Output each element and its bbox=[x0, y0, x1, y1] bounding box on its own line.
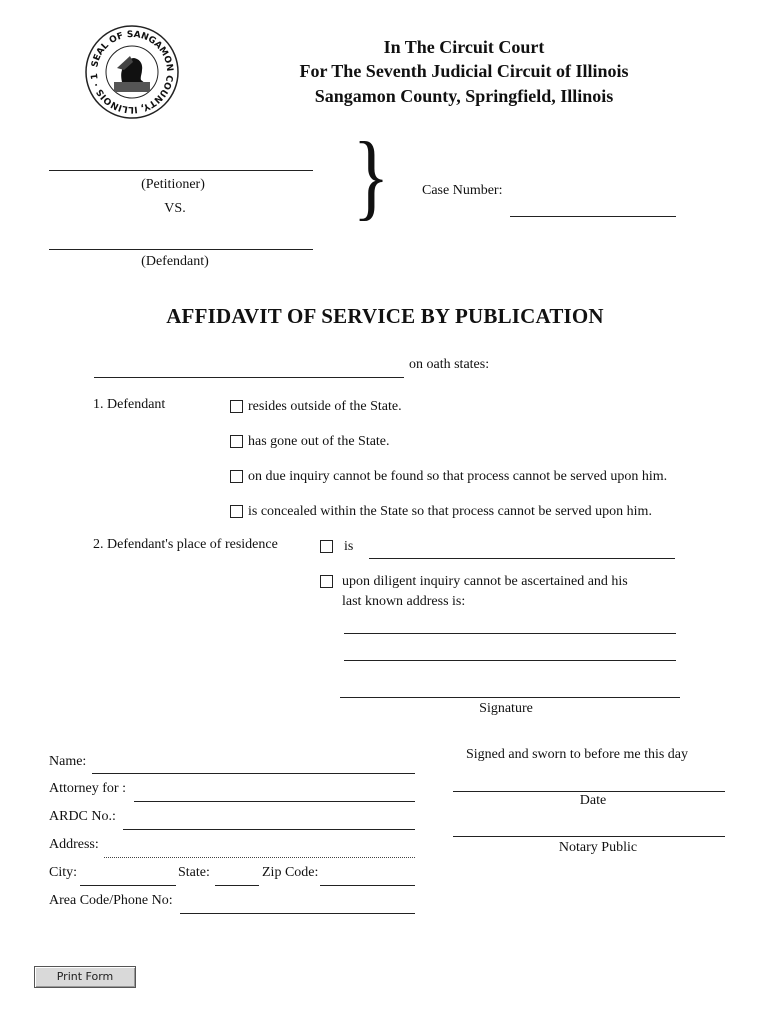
last-known-address-line1[interactable] bbox=[344, 633, 676, 634]
state-label: State: bbox=[178, 865, 210, 880]
notary-signature-line[interactable] bbox=[453, 836, 725, 837]
print-form-button[interactable]: Print Form bbox=[34, 966, 136, 988]
oath-text: on oath states: bbox=[409, 357, 490, 372]
state-field[interactable] bbox=[215, 885, 259, 886]
ardc-label: ARDC No.: bbox=[49, 809, 116, 824]
phone-label: Area Code/Phone No: bbox=[49, 893, 173, 908]
case-number-field[interactable] bbox=[510, 216, 676, 217]
address-field[interactable] bbox=[104, 857, 415, 858]
date-label: Date bbox=[579, 793, 607, 808]
court-name-line2: For The Seventh Judicial Circuit of Illinois bbox=[299, 61, 629, 81]
defendant-label: (Defendant) bbox=[141, 254, 209, 269]
option-concealed: is concealed within the State so that process cannot be served upon him. bbox=[248, 504, 652, 519]
document-title: AFFIDAVIT OF SERVICE BY PUBLICATION bbox=[166, 304, 604, 328]
checkbox-cannot-be-found[interactable] bbox=[230, 470, 243, 483]
city-label: City: bbox=[49, 865, 78, 880]
checkbox-resides-outside[interactable] bbox=[230, 400, 243, 413]
phone-field[interactable] bbox=[180, 913, 415, 914]
attorney-for-field[interactable] bbox=[134, 801, 415, 802]
checkbox-concealed[interactable] bbox=[230, 505, 243, 518]
option-cannot-be-found: on due inquiry cannot be found so that process cannot be served upon him. bbox=[248, 469, 668, 484]
checkbox-residence-is[interactable] bbox=[320, 540, 333, 553]
zip-field[interactable] bbox=[320, 885, 415, 886]
affiant-name-line[interactable] bbox=[94, 377, 404, 378]
sworn-date-line[interactable] bbox=[453, 791, 725, 792]
caption-brace: } bbox=[352, 122, 390, 229]
notary-public-label: Notary Public bbox=[558, 840, 638, 855]
last-known-address-line2[interactable] bbox=[344, 660, 676, 661]
petitioner-line[interactable] bbox=[49, 170, 313, 171]
city-field[interactable] bbox=[80, 885, 176, 886]
residence-field[interactable] bbox=[369, 558, 675, 559]
seal-graphic bbox=[84, 24, 180, 120]
sworn-text: Signed and sworn to before me this day bbox=[466, 747, 689, 762]
name-field[interactable] bbox=[92, 773, 415, 774]
ardc-field[interactable] bbox=[123, 829, 415, 830]
svg-text:SEAL OF SANGAMON COUNTY, ILLIN: SEAL OF SANGAMON COUNTY, ILLINOIS · 1 bbox=[89, 29, 175, 115]
option-residence-unknown: upon diligent inquiry cannot be ascertained and his bbox=[342, 574, 628, 589]
case-number-label: Case Number: bbox=[422, 183, 503, 198]
attorney-for-label: Attorney for : bbox=[49, 781, 126, 796]
option-resides-outside: resides outside of the State. bbox=[248, 399, 402, 414]
zip-label: Zip Code: bbox=[262, 865, 319, 880]
signature-line[interactable] bbox=[340, 697, 680, 698]
county-seal bbox=[84, 24, 180, 120]
checkbox-residence-unknown[interactable] bbox=[320, 575, 333, 588]
last-known-address-label: last known address is: bbox=[342, 594, 466, 609]
versus-label: VS. bbox=[164, 201, 186, 216]
checkbox-gone-out[interactable] bbox=[230, 435, 243, 448]
name-label: Name: bbox=[49, 754, 87, 769]
option-residence-is: is bbox=[344, 539, 354, 554]
court-location: Sangamon County, Springfield, Illinois bbox=[314, 86, 614, 106]
option-gone-out: has gone out of the State. bbox=[248, 434, 390, 449]
item1-label: 1. Defendant bbox=[93, 397, 166, 412]
signature-label: Signature bbox=[479, 701, 533, 716]
item2-label: 2. Defendant's place of residence bbox=[93, 537, 278, 552]
address-label: Address: bbox=[49, 837, 99, 852]
petitioner-label: (Petitioner) bbox=[141, 177, 205, 192]
court-name-line1: In The Circuit Court bbox=[383, 37, 545, 57]
defendant-line[interactable] bbox=[49, 249, 313, 250]
